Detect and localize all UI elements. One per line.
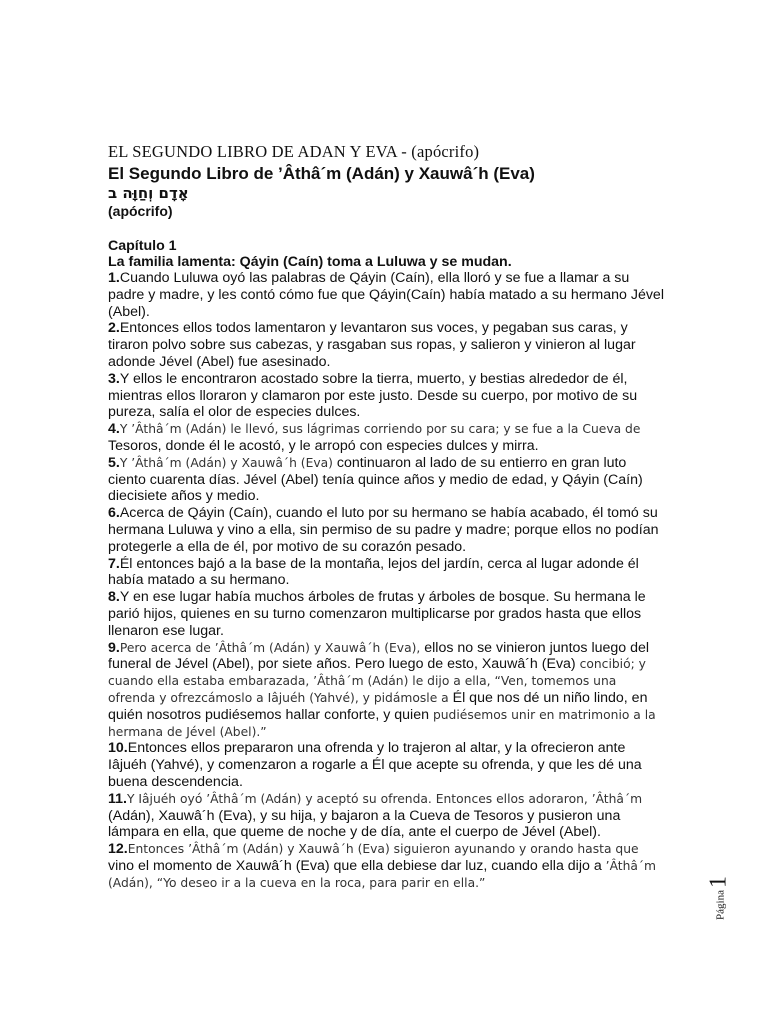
verse-text: Y ’Âthâ´m (Adán) le llevó, sus lágrimas corriendo por su cara; y se fue a la Cueva de <box>119 422 641 437</box>
verse-text: Pero acerca de ’Âthâ´m (Adán) y Xauwâ´h (Eva), <box>119 640 425 655</box>
document-page <box>108 142 664 891</box>
verse-text: vino el momento de Xauwâ´h (Eva) que ella debiese dar luz, cuando ella dijo a <box>108 857 606 874</box>
verse-text: concibió; y cuando ella estaba embarazada, ’Âthâ´m (Adán) le dijo a ella, “Ven, tomemos una ofrenda y ofrezcámoslo a Iâjuéh (Yahvé), y pidámosle a <box>108 657 646 705</box>
verse-text: Él entonces bajó a la base de la montaña, lejos del jardín, cerca al lugar adonde él había matado a su hermano. <box>108 555 639 589</box>
page-label: Página <box>714 890 727 920</box>
verse-number: 8. <box>108 589 120 606</box>
verse-number: 10. <box>108 740 128 757</box>
verse-number: 9. <box>108 639 120 656</box>
verse-text: Cuando Luluwa oyó las palabras de Qáyin (Caín), ella lloró y se fue a llamar a su padre y madre, y les contó cómo fue que Qáyin(Caín) había matado a su hermano Jével (Abel). <box>108 270 664 320</box>
chapter-heading: Capítulo 1 <box>108 238 177 254</box>
verse-text: Y ’Âthâ´m (Adán) y Xauwâ´h (Eva) <box>119 455 337 470</box>
verse <box>108 740 664 790</box>
verse <box>108 589 664 639</box>
verse-text: Acerca de Qáyin (Caín), cuando el luto por su hermano se había acabado, él tomó su hermana Luluwa y vino a ella, sin permiso de su padre y madre; porque ellos no podían protegerle a ella de él, por motivo de su corazón pesado. <box>108 505 659 555</box>
verse-number: 4. <box>108 421 120 438</box>
verse <box>108 640 664 741</box>
verse-text: (Adán), Xauwâ´h (Eva), y su hija, y bajaron a la Cueva de Tesoros y pusieron una lámpara en ella, que queme de noche y de día, ante el cuerpo de Jével (Abel). <box>108 807 621 841</box>
verse <box>108 320 664 370</box>
verse <box>108 421 664 455</box>
verse-text: Entonces ellos todos lamentaron y levantaron sus voces, y pegaban sus caras, y tiraron polvo sobre sus cabezas, y rasgaban sus ropas, y salieron y vinieron al lugar adonde Jével (Abel) fue asesinado. <box>108 320 636 370</box>
verse-text: continuaron al lado de su entierro en gran luto ciento cuarenta días. Jével (Abel) tenía quince años y medio de edad, y Qáyin (Caín) diecisiete años y medio. <box>108 454 643 505</box>
verse-text: pudiésemos unir en matrimonio a la hermana de Jével (Abel).” <box>108 707 656 739</box>
verse-text: Él que nos dé un niño lindo, en quién nosotros pudiésemos hallar conforte, y quien <box>108 689 648 723</box>
verse <box>108 841 664 891</box>
verse-text: Entonces ’Âthâ´m (Adán) y Xauwâ´h (Eva) siguieron ayunando y orando hasta que <box>127 842 639 857</box>
verse-number: 1. <box>108 270 120 286</box>
hebrew-title: אָדָם וְחַוָּה ב <box>108 184 189 202</box>
verse <box>108 556 664 590</box>
verse <box>108 371 664 421</box>
verse-number: 6. <box>108 505 120 522</box>
chapter-summary: La familia lamenta: Qáyin (Caín) toma a Luluwa y se mudan. <box>108 254 512 270</box>
page-footer <box>707 870 731 926</box>
verse-number: 2. <box>108 320 120 337</box>
verse-number: 7. <box>108 555 120 572</box>
page-number: 1 <box>705 876 732 889</box>
spacer <box>108 219 664 238</box>
verse-text: Y Iâjuéh oyó ’Âthâ´m (Adán) y aceptó su ofrenda. Entonces ellos adoraron, ’Âthâ´m <box>126 791 643 806</box>
document-title-serif: EL SEGUNDO LIBRO DE ADAN Y EVA - (apócrifo) <box>108 142 480 161</box>
verse-text: Y ellos le encontraron acostado sobre la tierra, muerto, y bestias alrededor de él, mientras ellos lloraron y clamaron por este justo. Desde su cuerpo, por motivo de su pureza, salía el olor de especies dulces. <box>108 370 638 421</box>
verse-text: Entonces ellos prepararon una ofrenda y lo trajeron al altar, y la ofrecieron ante Iâjuéh (Yahvé), y comenzaron a rogarle a Él que acepte su ofrenda, y que les dé una buena descendencia. <box>108 740 642 790</box>
document-subtitle: (apócrifo) <box>108 203 173 219</box>
verse-text: Tesoros, donde él le acostó, y le arropó con especies dulces y mirra. <box>108 437 539 454</box>
document-title: El Segundo Libro de ’Âthâ´m (Adán) y Xauwâ´h (Eva) <box>108 164 535 183</box>
verse-number: 11. <box>108 790 127 807</box>
verse <box>108 505 664 555</box>
verse-text: ellos no se vinieron juntos luego del funeral de Jével (Abel), por siete años. Pero luego de esto, Xauwâ´h (Eva) <box>108 639 650 673</box>
verse <box>108 270 664 320</box>
verse-number: 5. <box>108 454 120 471</box>
verse <box>108 791 664 841</box>
verse-number: 3. <box>108 370 120 387</box>
verse-text: ’Âthâ´m (Adán), “Yo deseo ir a la cueva en la roca, para parir en ella.” <box>108 858 657 890</box>
verse-number: 12. <box>108 841 128 858</box>
verse <box>108 455 664 505</box>
page-number-label <box>706 876 733 920</box>
verse-text: Y en ese lugar había muchos árboles de frutas y árboles de bosque. Su hermana le parió hijos, quienes en su turno comenzaron multiplicarse por grados hasta que ellos llenaron ese lugar. <box>108 589 646 639</box>
verse-list <box>108 270 664 891</box>
